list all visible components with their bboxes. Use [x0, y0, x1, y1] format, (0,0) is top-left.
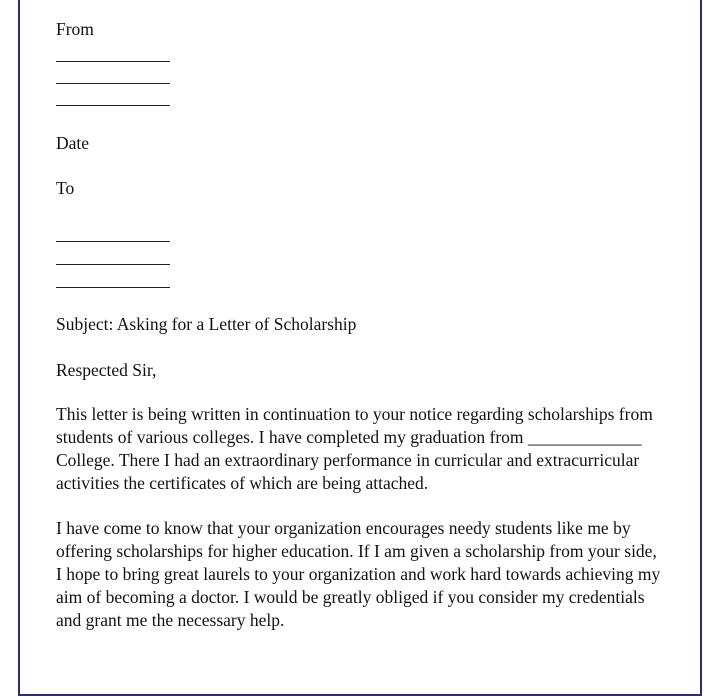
paragraph-2-line: and grant me the necessary help. [56, 610, 285, 630]
paragraph-1-line: College. There I had an extraordinary performance in curricular and extracurricular [56, 450, 640, 470]
from-blank-line-1 [56, 61, 170, 62]
paragraph-1-line: students of various colleges. I have completed my graduation from _____________ [56, 427, 642, 447]
from-blank-line-2 [56, 83, 170, 84]
paragraph-2-line: aim of becoming a doctor. I would be greatly obliged if you consider my credentials [56, 587, 645, 607]
paragraph-2-line: I hope to bring great laurels to your organization and work hard towards achieving my [56, 564, 661, 584]
paragraph-1 [56, 403, 676, 495]
to-blank-line-2 [56, 264, 170, 265]
paragraph-2 [56, 517, 676, 632]
to-label: To [56, 178, 75, 198]
to-blank-line-3 [56, 287, 170, 288]
date-label: Date [56, 133, 90, 153]
paragraph-2-line: I have come to know that your organization encourages needy students like me by [56, 518, 631, 538]
paragraph-1-line: activities the certificates of which are being attached. [56, 473, 429, 493]
subject-line: Subject: Asking for a Letter of Scholarship [56, 314, 357, 334]
paragraph-2-line: offering scholarships for higher education. If I am given a scholarship from your side, [56, 541, 657, 561]
salutation: Respected Sir, [56, 360, 157, 380]
to-blank-line-1 [56, 241, 170, 242]
from-blank-line-3 [56, 105, 170, 106]
paragraph-1-line: This letter is being written in continuation to your notice regarding scholarships from [56, 404, 653, 424]
from-label: From [56, 19, 94, 39]
